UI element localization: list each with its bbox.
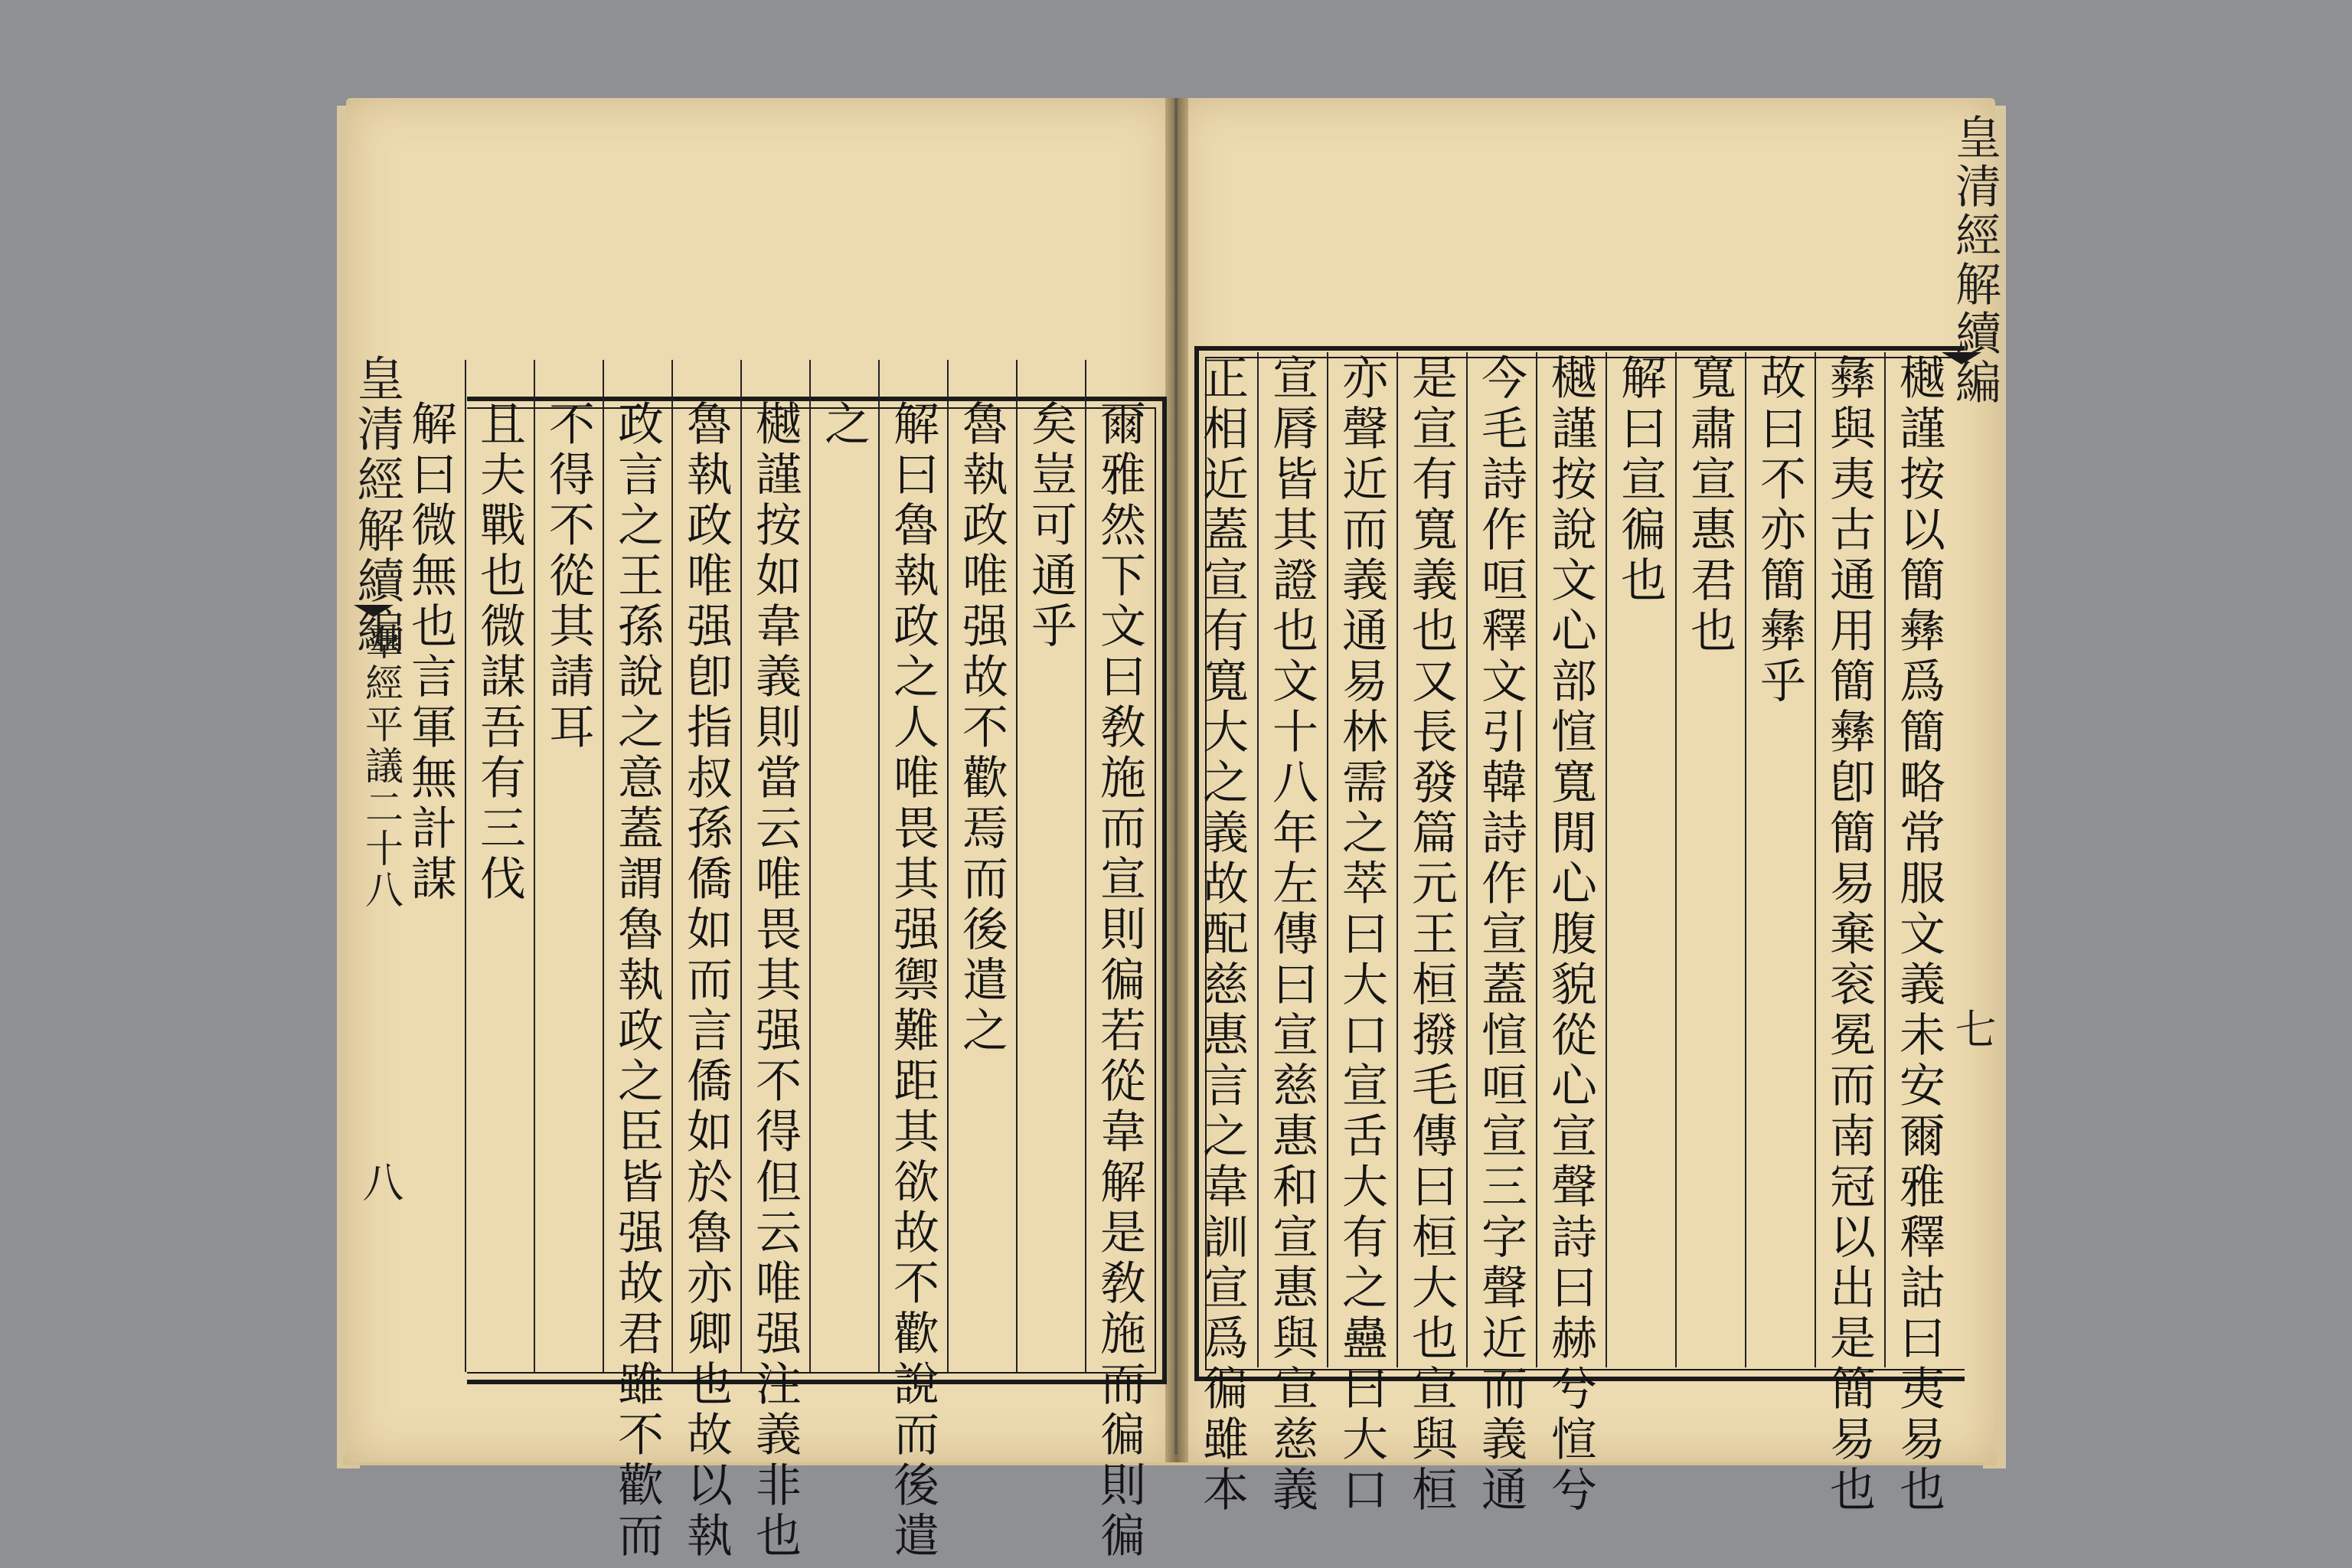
column-rule <box>1396 352 1398 1367</box>
text-column: 解曰宣徧也 <box>1613 354 1667 606</box>
text-column: 今毛詩作咺釋文引韓詩作宣蓋愃咺宣三字聲近而義通 <box>1474 354 1527 1516</box>
left-margin-title: 皇清經解續編 <box>349 354 405 657</box>
text-column: 且夫戰也微謀吾有三伐 <box>472 400 526 905</box>
column-rule <box>1016 360 1018 1372</box>
text-column: 之 <box>817 400 871 450</box>
book-gutter <box>1165 98 1188 1462</box>
column-rule <box>740 360 742 1372</box>
column-rule <box>1085 360 1086 1372</box>
column-rule <box>534 360 535 1372</box>
right-fold-number: 七 <box>1949 1008 1997 1049</box>
text-column: 解曰魯執政之人唯畏其强禦難距其欲故不歡說而後遣 <box>886 400 939 1562</box>
column-rule <box>809 360 811 1372</box>
text-column: 樾謹按如韋義則當云唯畏其强不得但云唯强注義非也 <box>748 400 802 1562</box>
text-column: 解曰微無也言軍無計謀 <box>403 400 457 905</box>
text-column: 彝與夷古通用簡彝卽簡易棄衮冕而南冠以出是簡易也 <box>1822 354 1876 1516</box>
text-column: 魯執政唯强卽指叔孫僑如而言僑如於魯亦卿也故以執 <box>679 400 733 1562</box>
column-rule <box>1675 352 1677 1367</box>
column-rule <box>1745 352 1746 1367</box>
column-rule <box>603 360 604 1372</box>
text-column: 是宣有寬義也又長發篇元王桓撥毛傳曰桓大也宣與桓 <box>1404 354 1458 1516</box>
column-rule <box>671 360 673 1372</box>
text-column: 矣豈可通乎 <box>1024 400 1077 652</box>
column-rule <box>1257 352 1259 1367</box>
left-margin-subtitle: 羣經平議二十八 <box>359 622 403 911</box>
text-column: 寬肅宣惠君也 <box>1683 354 1736 657</box>
column-rule <box>878 360 880 1372</box>
text-column: 樾謹按以簡彝爲簡略常服文義未安爾雅釋詁曰夷易也 <box>1892 354 1945 1516</box>
column-rule <box>947 360 949 1372</box>
column-rule <box>1466 352 1468 1367</box>
text-column: 魯執政唯强故不歡焉而後遣之 <box>955 400 1008 1057</box>
column-rule <box>1606 352 1607 1367</box>
left-fold-number: 八 <box>356 1161 404 1202</box>
right-margin-title: 皇清經解續編 <box>1948 113 2001 407</box>
column-rule <box>1327 352 1328 1367</box>
text-column: 爾雅然下文曰敎施而宣則徧若從韋解是敎施而徧則徧 <box>1093 400 1146 1562</box>
text-column: 不得不從其請耳 <box>541 400 595 753</box>
text-column: 宣脣皆其證也文十八年左傳曰宣慈惠和宣惠與宣慈義 <box>1265 354 1318 1516</box>
text-column: 故曰不亦簡彝乎 <box>1753 354 1806 707</box>
column-rule <box>1815 352 1816 1367</box>
text-column: 正相近蓋宣有寬大之義故配慈惠言之韋訓宣爲徧雖本 <box>1195 354 1249 1516</box>
text-column: 政言之王孫說之意蓋謂魯執政之臣皆强故君雖不歡而 <box>610 400 664 1562</box>
column-rule <box>1884 352 1886 1367</box>
text-column: 亦聲近而義通易林需之萃曰大口宣舌大有之蠱曰大口 <box>1334 354 1388 1516</box>
column-rule <box>465 360 466 1372</box>
column-rule <box>1536 352 1537 1367</box>
text-column: 樾謹按說文心部愃寬閒心腹貌從心宣聲詩曰赫兮愃兮 <box>1544 354 1597 1516</box>
